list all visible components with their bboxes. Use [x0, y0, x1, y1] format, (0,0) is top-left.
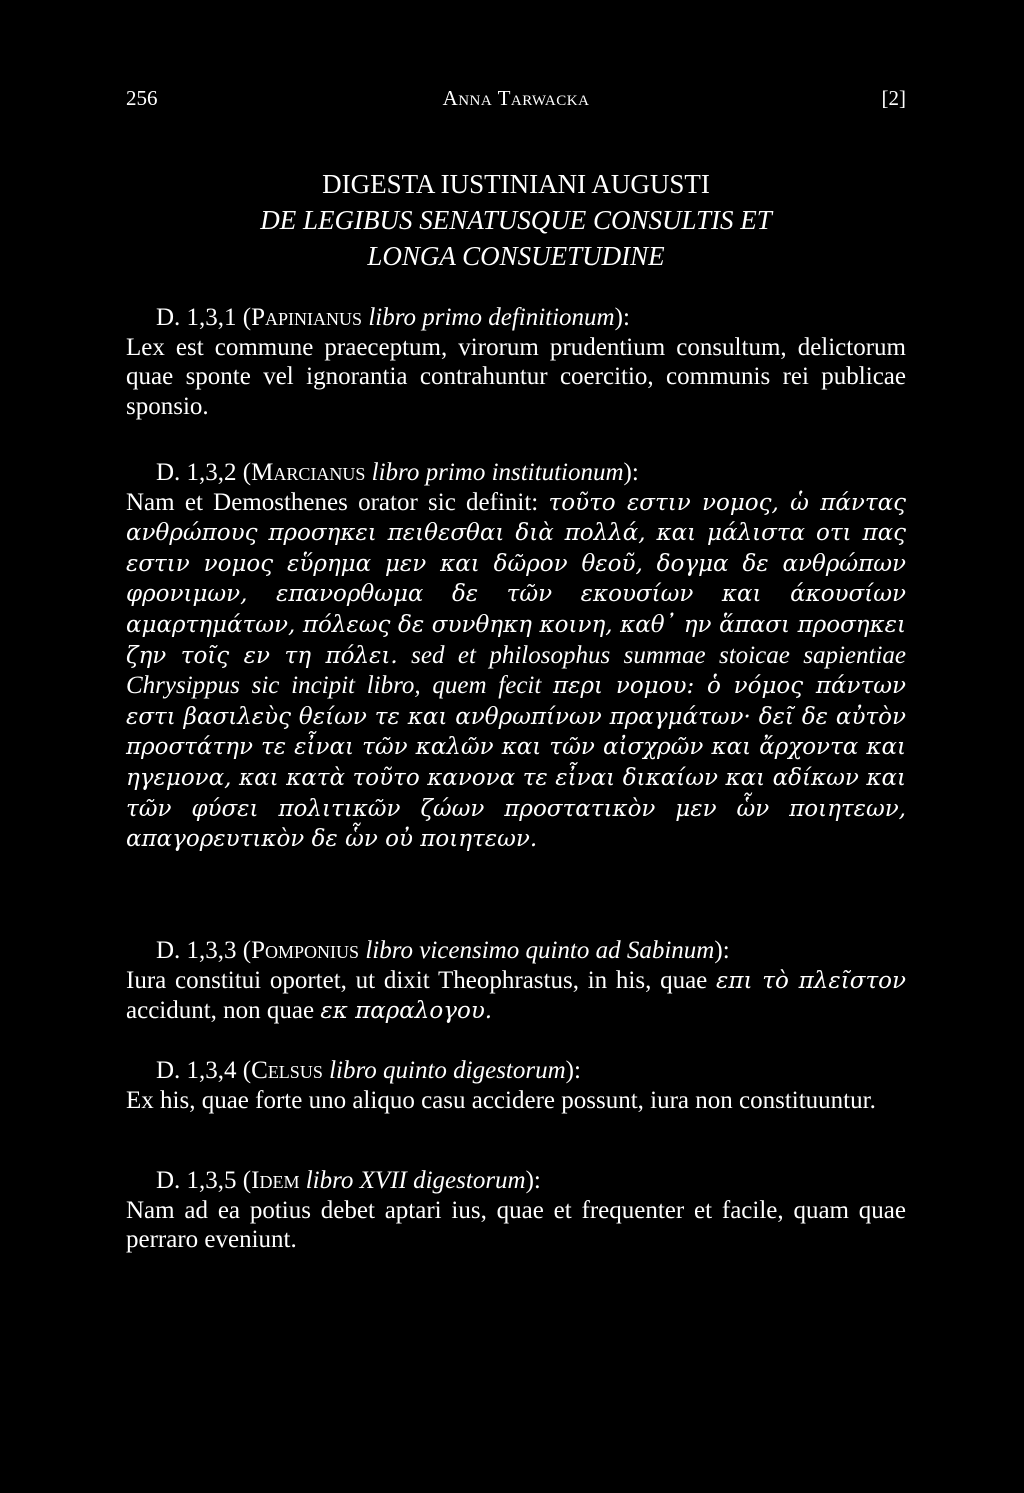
- entry-reference: D. 1,3,1 (Papinianus libro primo definitionum):: [156, 304, 630, 331]
- running-header: [126, 86, 906, 120]
- digest-entry-1: [126, 303, 906, 421]
- digest-entry-2: [126, 458, 906, 855]
- greek-text: εκ παραλογου.: [320, 998, 493, 1025]
- digest-entry-5: [126, 1166, 906, 1255]
- entry-text: Lex est commune praeceptum, virorum prudentium consultum, delictorum quae sponte vel ignorantia contrahuntur coercitio, communis rei publicae sponsio.: [126, 333, 906, 420]
- greek-text: περι νομου: ὁ νόμος πάντων εστι βασιλεὺς θείων τε και ανθρωπίνων πραγμάτων· δεῖ δε αὐτὸν προστάτην τε εἶναι τῶν καλῶν και τῶν αἰσχρῶν και ἄρχοντα και ηγεμονα, και κατὰ τοῦτο κανονα τε εἶναι δικαίων και αδίκων και τῶν φύσει πολιτικῶν ζώων προστατικὸν μεν ὧν ποιητεων, απαγορευτικὸν δε ὧν οὐ ποιητεων.: [126, 673, 906, 853]
- greek-text: επι τὸ πλεῖστον: [716, 967, 906, 994]
- work-title: libro quinto digestorum: [322, 1057, 566, 1084]
- work-title: libro primo definitionum: [362, 304, 615, 331]
- chapter-title: [126, 166, 906, 274]
- digest-entry-3: [126, 936, 906, 1027]
- title-line-2: DE LEGIBUS SENATUSQUE CONSULTIS ET: [260, 205, 772, 235]
- section-number: [2]: [881, 86, 906, 110]
- running-author: Anna Tarwacka: [442, 86, 590, 110]
- page-number: 256: [126, 86, 158, 110]
- jurist-name: Idem: [251, 1167, 300, 1194]
- latin-text: accidunt, non quae: [126, 997, 321, 1025]
- latin-text: Nam et Demosthenes orator sic definit:: [126, 488, 549, 516]
- latin-text: sed et philosophus summae stoicae sapientiae Chrysippus sic incipit libro, quem fecit: [126, 641, 906, 700]
- work-title: libro vicensimo quinto ad Sabinum: [359, 937, 715, 964]
- latin-text: Iura constitui oportet, ut dixit Theophrastus, in his, quae: [126, 966, 717, 994]
- entry-text: [126, 966, 906, 1027]
- entry-reference: D. 1,3,3 (Pomponius libro vicensimo quinto ad Sabinum):: [156, 937, 730, 964]
- title-line-3: LONGA CONSUETUDINE: [367, 241, 665, 271]
- work-title: libro XVII digestorum: [299, 1167, 526, 1194]
- entry-reference: D. 1,3,4 (Celsus libro quinto digestorum):: [156, 1057, 581, 1084]
- entry-text: Ex his, quae forte uno aliquo casu accidere possunt, iura non constituuntur.: [126, 1086, 876, 1114]
- jurist-name: Celsus: [251, 1057, 323, 1084]
- jurist-name: Marcianus: [251, 459, 366, 486]
- digest-entry-4: [126, 1056, 906, 1115]
- entry-reference: D. 1,3,5 (Idem libro XVII digestorum):: [156, 1167, 541, 1194]
- title-line-1: DIGESTA IUSTINIANI AUGUSTI: [322, 169, 710, 199]
- jurist-name: Pomponius: [251, 937, 360, 964]
- entry-reference: D. 1,3,2 (Marcianus libro primo institutionum):: [156, 459, 639, 486]
- jurist-name: Papinianus: [251, 304, 363, 331]
- entry-text: [126, 488, 906, 855]
- entry-text: Nam ad ea potius debet aptari ius, quae et frequenter et facile, quam quae perraro eveniunt.: [126, 1196, 906, 1254]
- work-title: libro primo institutionum: [365, 459, 624, 486]
- greek-text: τοῦτο εστιν νομος, ὡ πάντας ανθρώπους προσηκει πειθεσθαι διὰ πολλά, και μάλιστα οτι πας εστιν νομος εὕρημα μεν και δῶρον θεοῦ, δογμα δε ανθρώπων φρονιμων, επανορθωμα δε τῶν εκουσίων και άκουσίων αμαρτημάτων, πόλεως δε συνθηκη κοινη, καθ᾽ ην ἅπασι προσηκει ζην τοῖς εν τη πόλει.: [126, 489, 906, 669]
